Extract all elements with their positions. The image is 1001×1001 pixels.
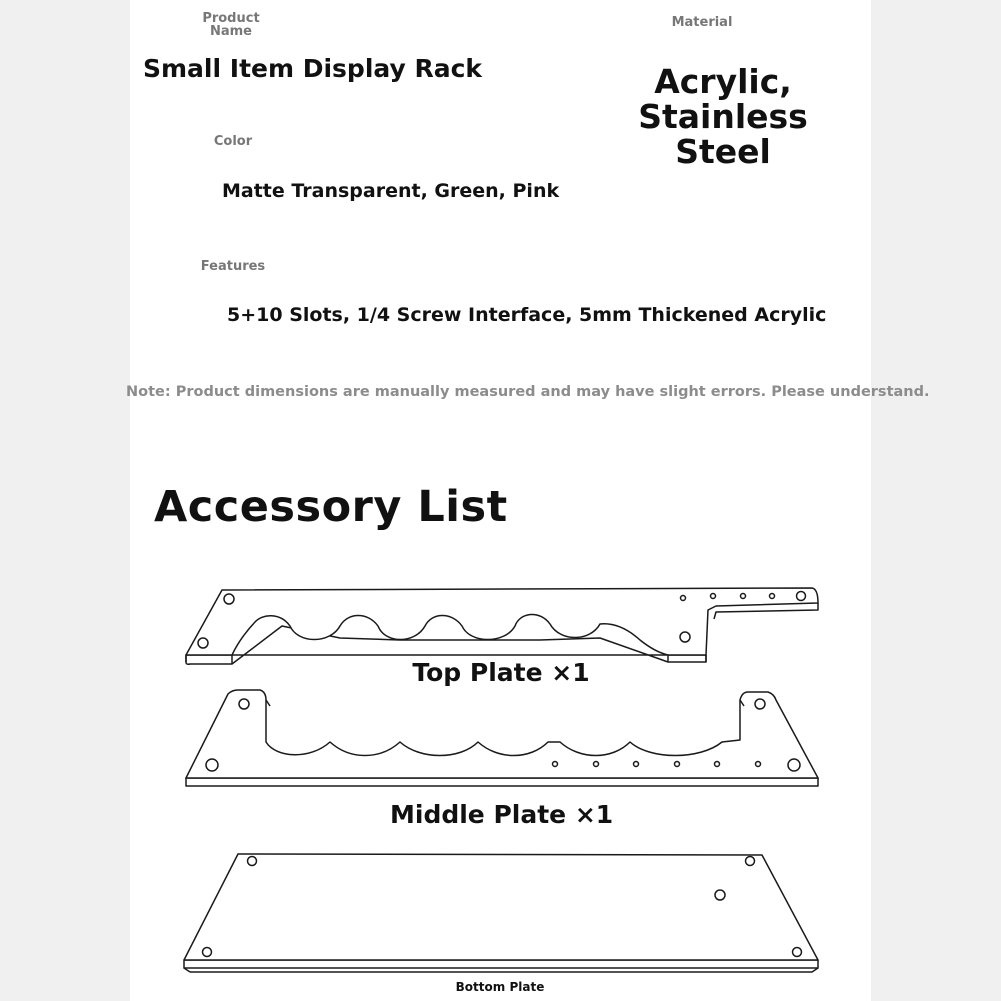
- middle-plate-caption: Middle Plate ×1: [390, 800, 614, 829]
- measurement-note: Note: Product dimensions are manually measured and may have slight errors. Please understand.: [126, 384, 930, 400]
- accessory-list-title: Accessory List: [154, 482, 508, 532]
- bottom-plate-caption: Bottom Plate: [455, 980, 545, 994]
- features-label: Features: [200, 259, 266, 274]
- color-label: Color: [213, 134, 253, 149]
- material-value-line2: Steel: [675, 132, 771, 171]
- material-label: Material: [671, 15, 733, 30]
- material-value-line1: Acrylic, Stainless: [638, 62, 808, 136]
- features-value: 5+10 Slots, 1/4 Screw Interface, 5mm Thickened Acrylic: [227, 304, 827, 326]
- color-value: Matte Transparent, Green, Pink: [222, 180, 560, 202]
- product-name-label: Product Name: [202, 11, 260, 39]
- top-plate-caption: Top Plate ×1: [412, 658, 590, 687]
- product-name-value: Small Item Display Rack: [143, 54, 483, 83]
